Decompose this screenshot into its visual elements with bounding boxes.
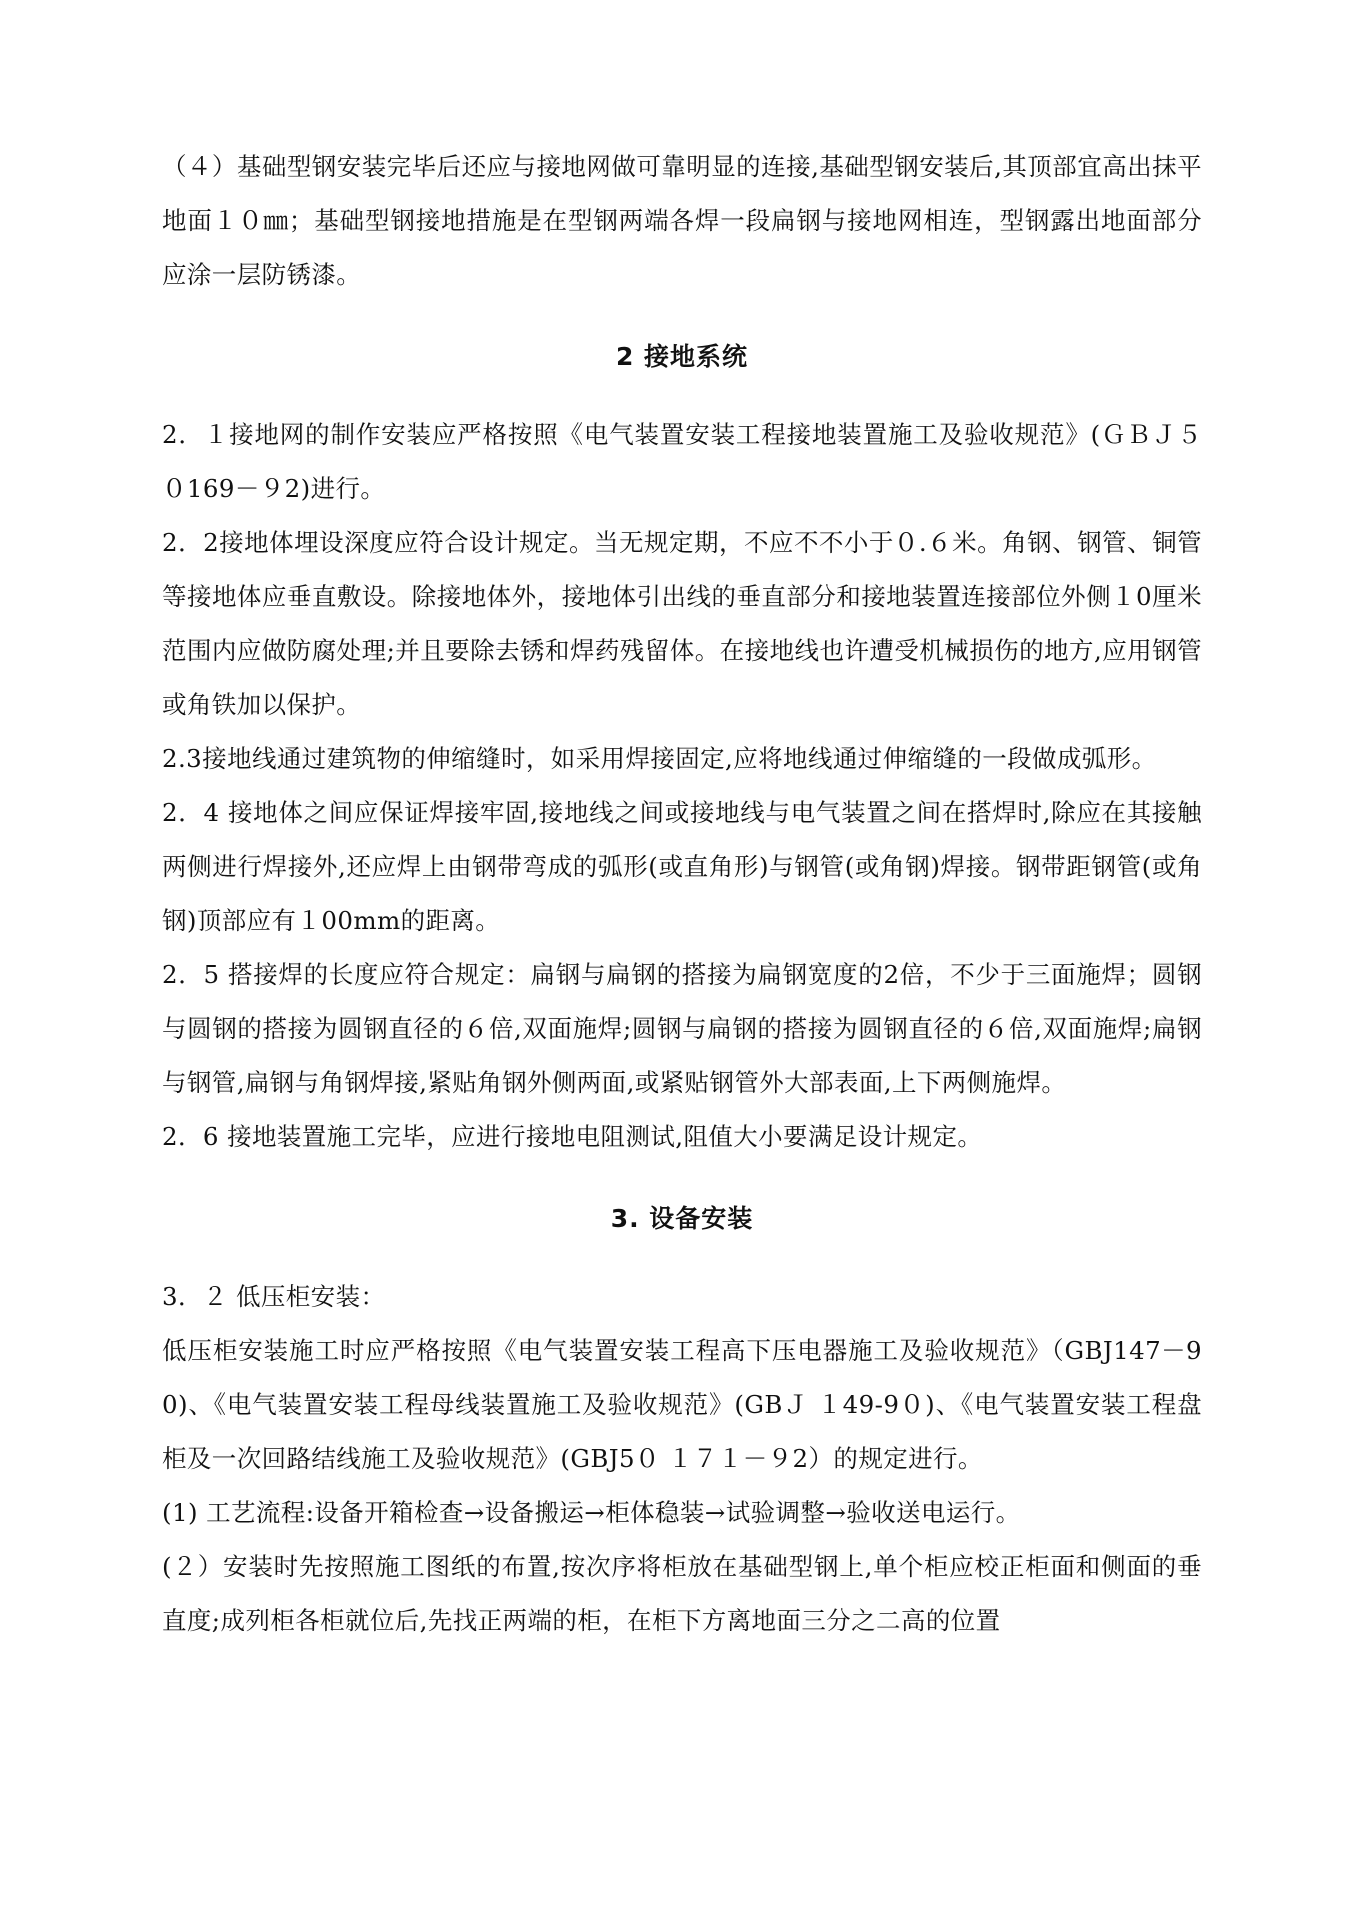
para-2-1: 2．１接地网的制作安装应严格按照《电气装置安装工程接地装置施工及验收规范》(ＧＢＪ５０169－９2)进行。 [162,420,1202,503]
para-3-2-body: 低压柜安装施工时应严格按照《电气装置安装工程高下压电器施工及验收规范》（GBJ147－90)、《电气装置安装工程母线装置施工及验收规范》(GBＪ １49-9０)、《电气装置安装工程盘柜及一次回路结线施工及验收规范》(GBJ5０ １７１－９2）的规定进行。 [162,1336,1202,1473]
para-2-5: 2．5 搭接焊的长度应符合规定：扁钢与扁钢的搭接为扁钢宽度的2倍，不少于三面施焊；圆钢与圆钢的搭接为圆钢直径的６倍,双面施焊;圆钢与扁钢的搭接为圆钢直径的６倍,双面施焊;扁钢与钢管,扁钢与角钢焊接,紧贴角钢外侧两面,或紧贴钢管外大部表面,上下两侧施焊。 [162,960,1202,1097]
para-2-3: 2.3接地线通过建筑物的伸缩缝时，如采用焊接固定,应将地线通过伸缩缝的一段做成弧形。 [162,744,1157,773]
para-2-2: 2．2接地体埋设深度应符合设计规定。当无规定期，不应不不小于０.６米。角钢、钢管、铜管等接地体应垂直敷设。除接地体外，接地体引出线的垂直部分和接地装置连接部位外侧１0厘米范围内应做防腐处理;并且要除去锈和焊药残留体。在接地线也许遭受机械损伤的地方,应用钢管或角铁加以保护。 [162,528,1202,719]
spacer [162,302,1202,330]
para-2-4: 2．4 接地体之间应保证焊接牢固,接地线之间或接地线与电气装置之间在搭焊时,除应在其接触两侧进行焊接外,还应焊上由钢带弯成的弧形(或直角形)与钢管(或角钢)焊接。钢带距钢管(或角钢)顶部应有１00mm的距离。 [162,798,1202,935]
document-body [162,140,1202,1648]
para-3-2-title: 3．２ 低压柜安装： [162,1282,386,1311]
para-3-2-1: (1) 工艺流程:设备开箱检查→设备搬运→柜体稳装→试验调整→验收送电运行。 [162,1498,1021,1527]
para-2-6: 2．6 接地装置施工完毕，应进行接地电阻测试,阻值大小要满足设计规定。 [162,1122,983,1151]
spacer [162,1246,1202,1270]
section-3-heading: 3. 设备安装 [610,1204,754,1233]
section-2-heading: 2 接地系统 [615,342,749,371]
para-3-2-2: (２）安装时先按照施工图纸的布置,按次序将柜放在基础型钢上,单个柜应校正柜面和侧面的垂直度;成列柜各柜就位后,先找正两端的柜，在柜下方离地面三分之二高的位置 [162,1552,1202,1635]
spacer [162,384,1202,408]
para-4-foundation-steel: （４）基础型钢安装完毕后还应与接地网做可靠明显的连接,基础型钢安装后,其顶部宜高出抹平地面１０㎜；基础型钢接地措施是在型钢两端各焊一段扁钢与接地网相连，型钢露出地面部分应涂一层防锈漆。 [162,152,1202,289]
spacer [162,1164,1202,1192]
